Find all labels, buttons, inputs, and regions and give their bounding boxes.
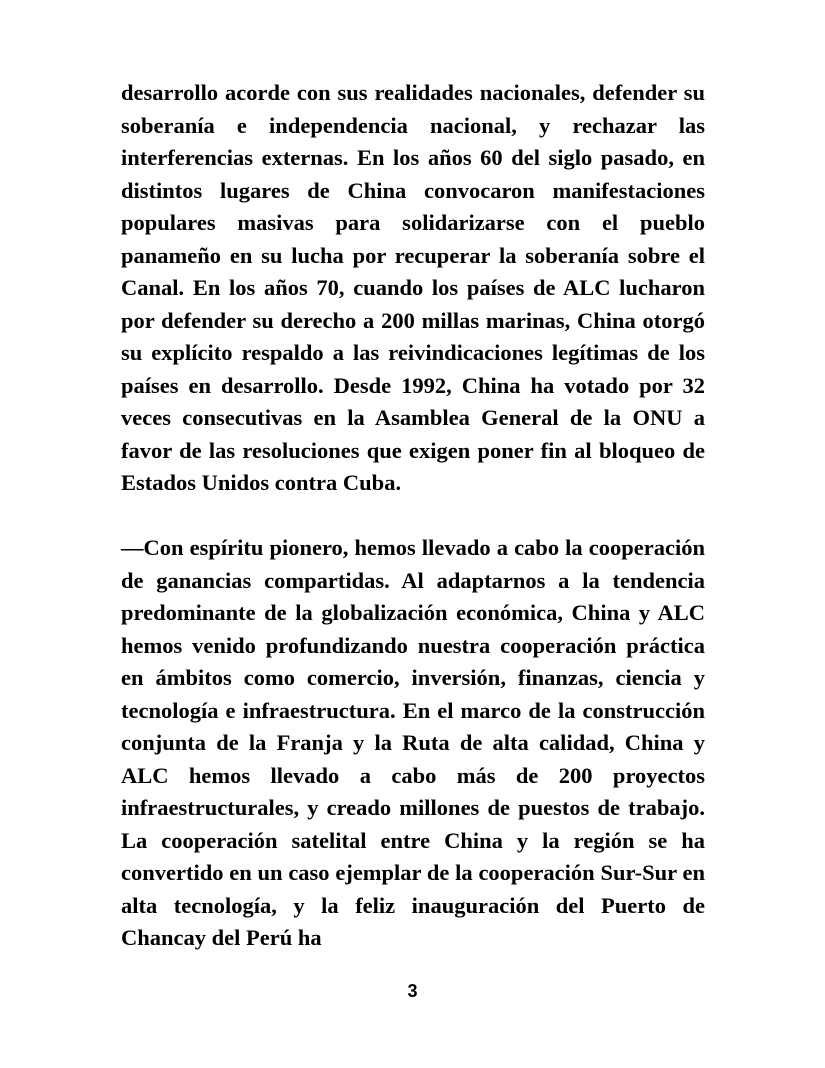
paragraph-1: desarrollo acorde con sus realidades nacionales, defender su soberanía e independencia nacional, y rechazar las interferencias externas. En los años 60 del siglo pasado, en distintos lugares de China convocaron manifestaciones populares masivas para solidarizarse con el pueblo panameño en su lucha por recuperar la soberanía sobre el Canal. En los años 70, cuando los países de ALC lucharon por defender su derecho a 200 millas marinas, China otorgó su explícito respaldo a las reivindicaciones legítimas de los países en desarrollo. Desde 1992, China ha votado por 32 veces consecutivas en la Asamblea General de la ONU a favor de las resoluciones que exigen poner fin al bloqueo de Estados Unidos contra Cuba.	[121, 80, 705, 495]
paragraph-2: —Con espíritu pionero, hemos llevado a cabo la cooperación de ganancias compartidas. Al adaptarnos a la tendencia predominante de la globalización económica, China y ALC hemos venido profundizando nuestra cooperación práctica en ámbitos como comercio, inversión, finanzas, ciencia y tecnología e infraestructura. En el marco de la construcción conjunta de la Franja y la Ruta de alta calidad, China y ALC hemos llevado a cabo más de 200 proyectos infraestructurales, y creado millones de puestos de trabajo. La cooperación satelital entre China y la región se ha convertido en un caso ejemplar de la cooperación Sur-Sur en alta tecnología, y la feliz inauguración del Puerto de Chancay del Perú ha	[121, 535, 705, 950]
text-body	[121, 77, 705, 955]
page-number: 3	[407, 981, 418, 1001]
